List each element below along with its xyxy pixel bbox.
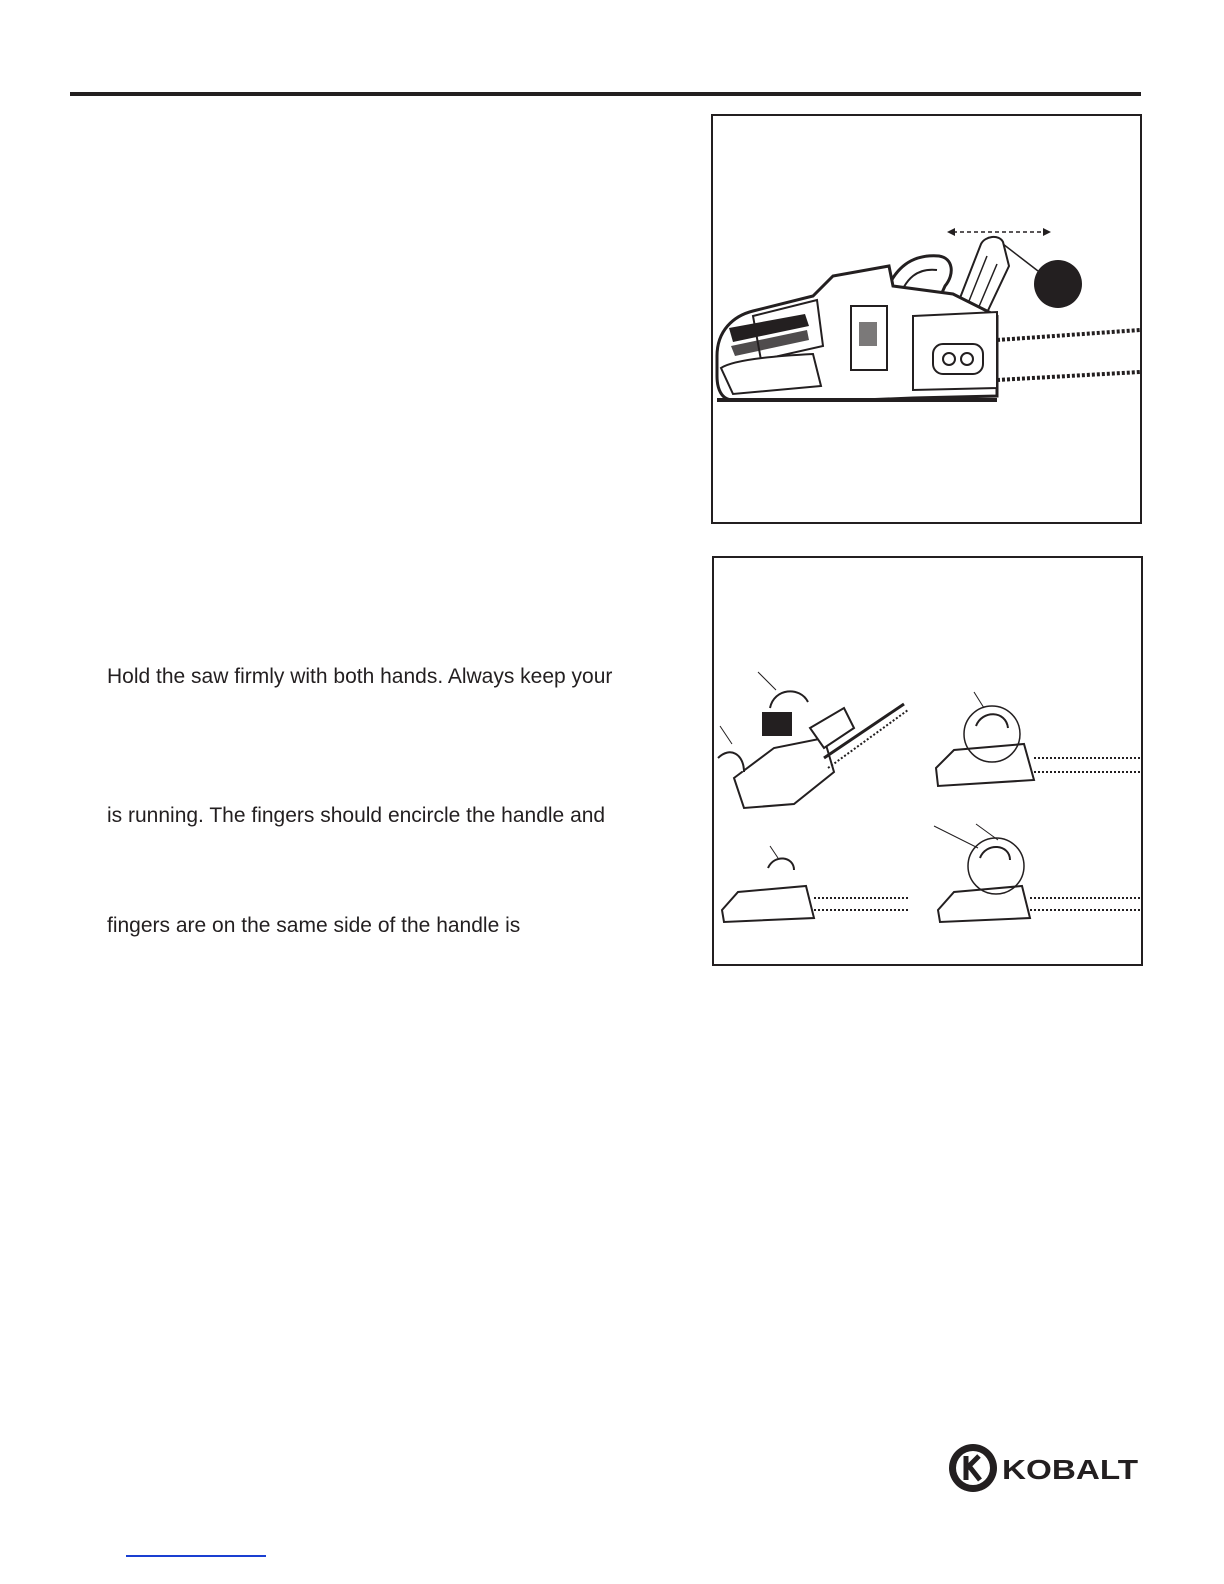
footer-link-underline[interactable] (126, 1555, 266, 1557)
grip-illustrations (714, 558, 1141, 964)
grip-view-side-bottom-left (722, 846, 910, 922)
chainsaw-side-illustration (713, 116, 1140, 522)
callout-circle (1034, 260, 1082, 308)
grip-view-angled (718, 672, 908, 808)
grip-view-side-bottom-right (934, 824, 1141, 922)
hand-grip-figure (712, 556, 1143, 966)
header-rule (70, 92, 1141, 96)
svg-text:KOBALT: KOBALT (1002, 1454, 1138, 1485)
body-text-line-1: Hold the saw firmly with both hands. Always keep your (107, 665, 613, 688)
grip-view-side-top (936, 692, 1141, 786)
kobalt-logo (947, 1442, 1143, 1494)
body-text-line-3: fingers are on the same side of the handle is (107, 914, 521, 937)
chain-brake-figure (711, 114, 1142, 524)
body-text-line-2: is running. The fingers should encircle the handle and (107, 804, 606, 827)
